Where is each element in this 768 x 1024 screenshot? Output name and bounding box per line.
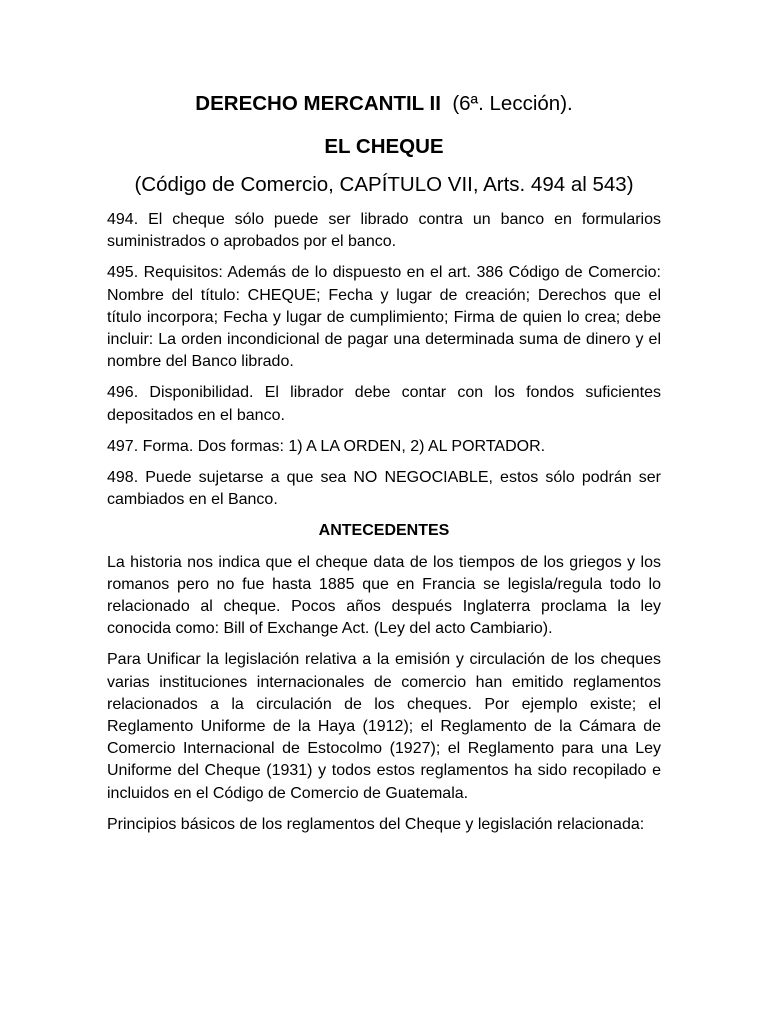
section-heading: ANTECEDENTES [318,522,450,540]
title-main: DERECHO MERCANTIL II [195,92,441,115]
unification-paragraph: Para Unificar la legislación relativa a la emisión y circulación de los cheques varias instituciones internacionales de comercio han emitido reglamentos relacionados a la circulación de los cheques. Por ejemplo existe; el Reglamento Uniforme de la Haya (1912); el Reglamento de la Cámara de Comercio Internacional de Estocolmo (1927); el Reglamento para una Ley Uniforme del Cheque (1931) y todos estos reglamentos ha sido recopilado e incluidos en el Código de Comercio de Guatemala. [107,651,661,802]
paragraph-496: 496. Disponibilidad. El librador debe contar con los fondos suficientes depositados en el banco. [107,384,661,424]
paragraph-494: 494. El cheque sólo puede ser librado contra un banco en formularios suministrados o aprobados por el banco. [107,211,661,251]
paragraph-497: 497. Forma. Dos formas: 1) A LA ORDEN, 2) AL PORTADOR. [107,437,546,455]
document-body [107,209,661,845]
history-paragraph: La historia nos indica que el cheque data de los tiempos de los griegos y los romanos pero no fue hasta 1885 que en Francia se legisla/regula todo lo relacionado al cheque. Pocos años después Inglaterra proclama la ley conocida como: Bill of Exchange Act. (Ley del acto Cambiario). [107,553,661,638]
principles-paragraph: Principios básicos de los reglamentos del Cheque y legislación relacionada: [107,815,645,833]
page-subtitle: EL CHEQUE [324,135,444,158]
title-lesson: (6ª. Lección). [452,92,573,115]
page-title [0,92,768,116]
paragraph-498: 498. Puede sujetarse a que sea NO NEGOCIABLE, estos sólo podrán ser cambiados en el Banco. [107,469,661,509]
code-reference: (Código de Comercio, CAPÍTULO VII, Arts. 494 al 543) [134,173,634,196]
paragraph-495: 495. Requisitos: Además de lo dispuesto en el art. 386 Código de Comercio: Nombre del título: CHEQUE; Fecha y lugar de creación; Derechos que el título incorpora; Fecha y lugar de cumplimiento; Firma de quien lo crea; debe incluir: La orden incondicional de pagar una determinada suma de dinero y el nombre del Banco librado. [107,264,661,371]
